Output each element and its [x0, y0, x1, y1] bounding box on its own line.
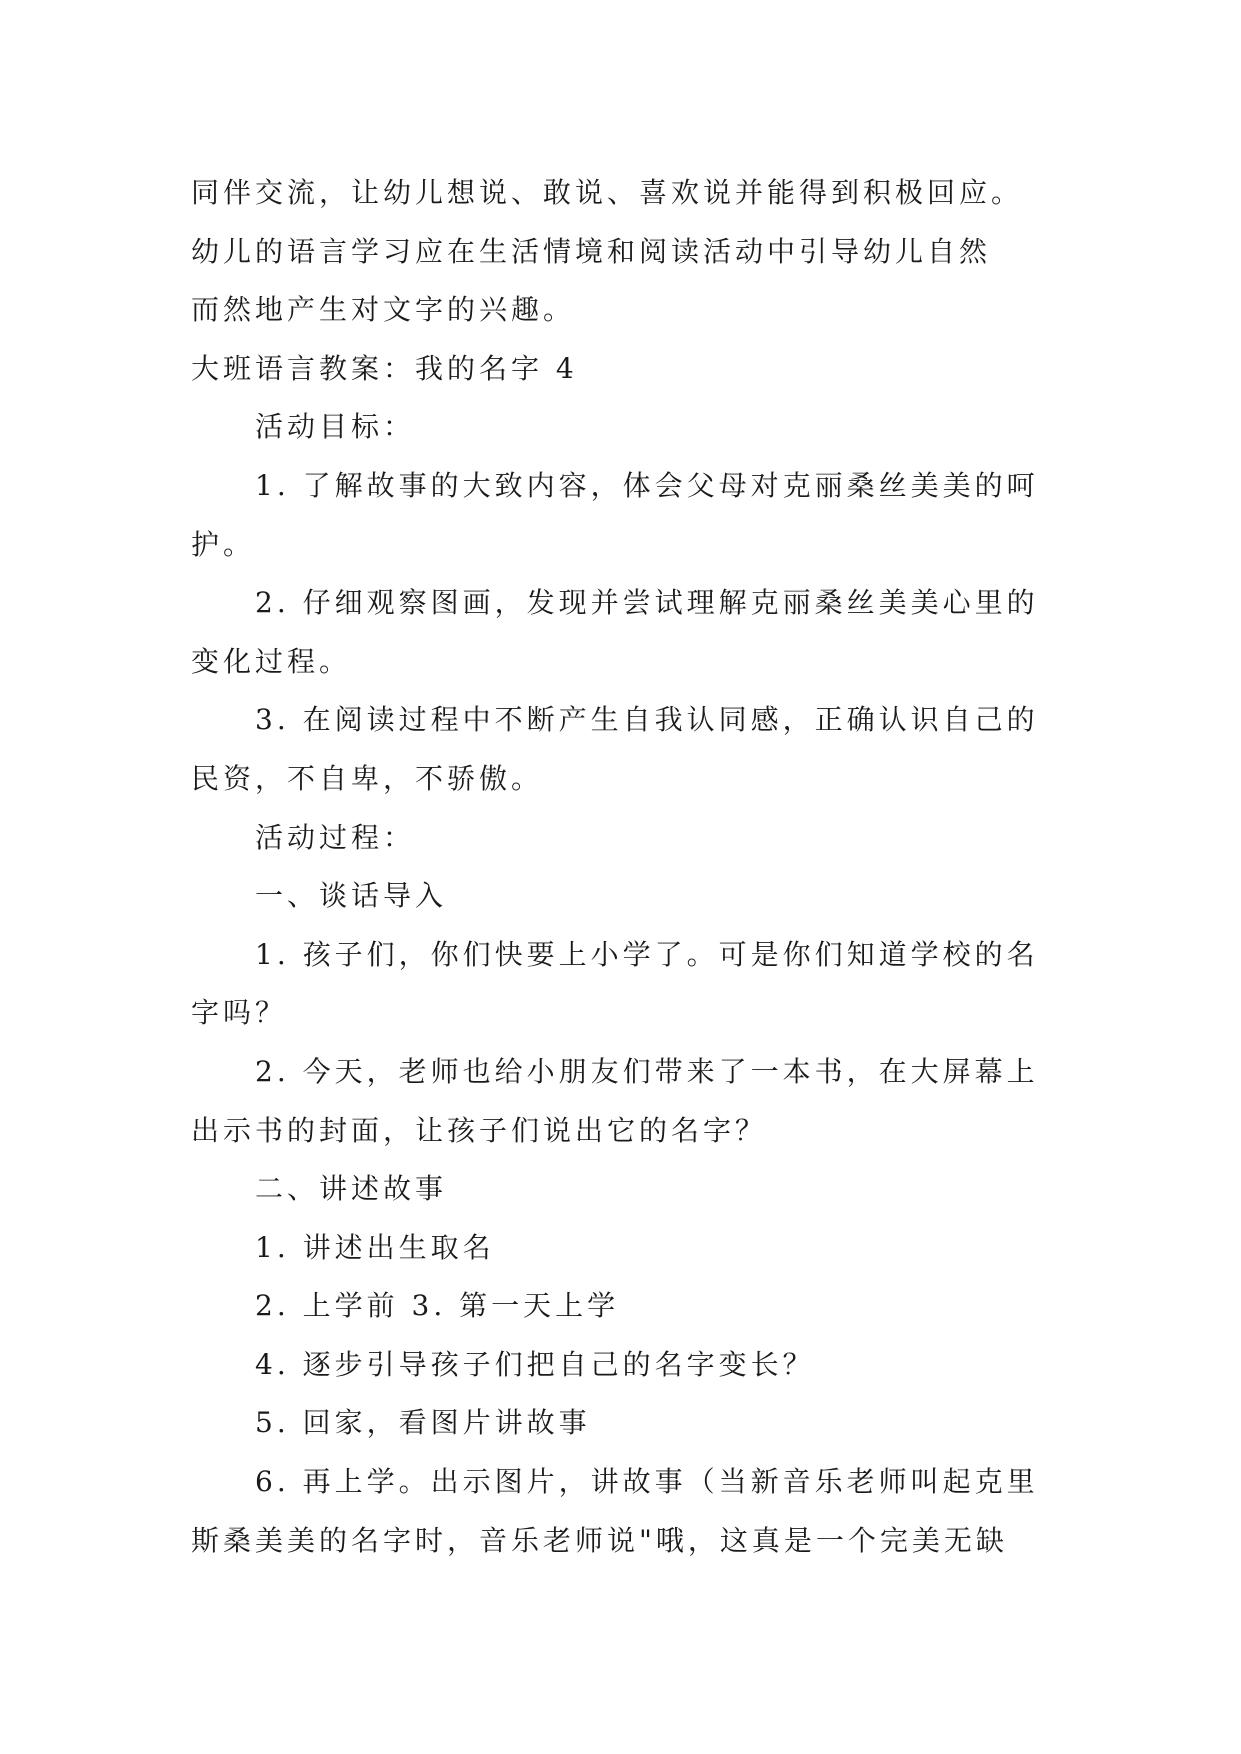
text-line: 3. 在阅读过程中不断产生自我认同感，正确认识自己的 [255, 703, 1039, 737]
text-line: 2. 仔细观察图画，发现并尝试理解克丽桑丝美美心里的 [255, 586, 1039, 620]
subheading-activity-process: 活动过程： [255, 820, 416, 854]
text-line: 出示书的封面，让孩子们说出它的名字？ [191, 1113, 768, 1147]
text-line: 1. 了解故事的大致内容，体会父母对克丽桑丝美美的呵 [255, 468, 1039, 502]
text-line: 2. 今天，老师也给小朋友们带来了一本书，在大屏幕上 [255, 1054, 1039, 1088]
text-line: 4. 逐步引导孩子们把自己的名字变长？ [255, 1347, 815, 1381]
section-heading: 大班语言教案：我的名字 4 [191, 351, 578, 385]
text-line: 1. 讲述出生取名 [255, 1230, 495, 1264]
text-line: 1. 孩子们，你们快要上小学了。可是你们知道学校的名 [255, 937, 1039, 971]
text-line: 而然地产生对文字的兴趣。 [191, 293, 576, 327]
subheading-storytelling: 二、讲述故事 [255, 1172, 448, 1206]
text-line: 6. 再上学。出示图片，讲故事（当新音乐老师叫起克里 [255, 1465, 1039, 1499]
text-line: 斯桑美美的名字时，音乐老师说"哦，这真是一个完美无缺 [191, 1523, 1008, 1557]
text-line: 2. 上学前 3. 第一天上学 [255, 1289, 620, 1323]
subheading-activity-goals: 活动目标： [255, 410, 416, 444]
text-line: 5. 回家，看图片讲故事 [255, 1406, 591, 1440]
text-line: 变化过程。 [191, 644, 352, 678]
text-line: 幼儿的语言学习应在生活情境和阅读活动中引导幼儿自然 [191, 234, 992, 268]
text-line: 民资，不自卑，不骄傲。 [191, 761, 544, 795]
subheading-intro: 一、谈话导入 [255, 879, 448, 913]
document-body [191, 164, 1071, 1570]
text-line: 同伴交流，让幼儿想说、敢说、喜欢说并能得到积极回应。 [191, 176, 1024, 209]
text-line: 护。 [191, 527, 256, 561]
text-line: 字吗？ [191, 996, 288, 1030]
